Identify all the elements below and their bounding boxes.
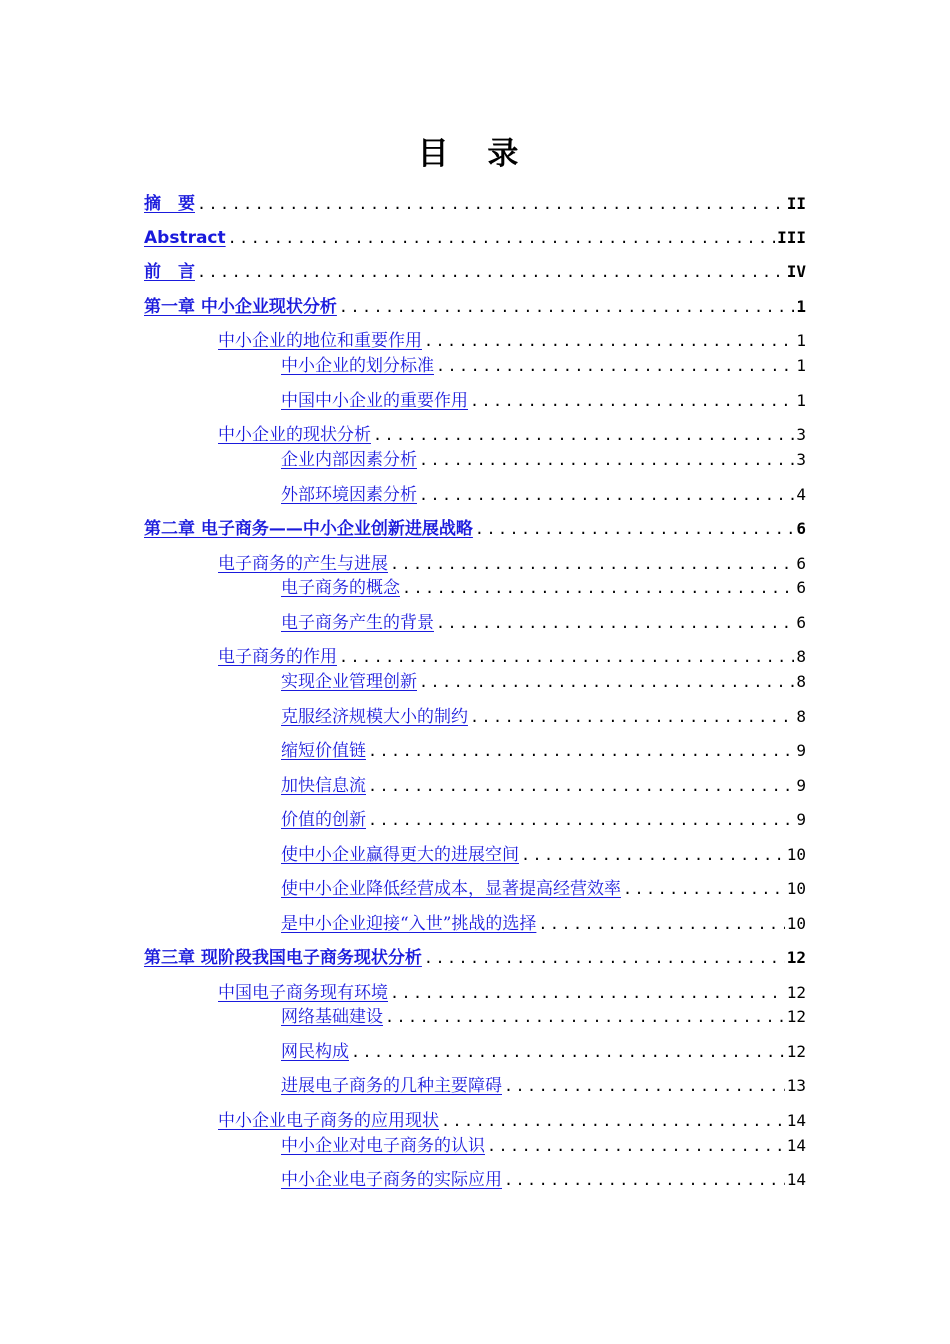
toc-entry-label[interactable]: 实现企业管理创新 xyxy=(281,672,417,692)
toc-page-number: 3 xyxy=(796,450,806,469)
dot-leader xyxy=(504,1075,785,1097)
toc-page-number: 8 xyxy=(796,672,806,691)
toc-entry[interactable] xyxy=(208,424,806,446)
dot-leader xyxy=(419,671,794,693)
toc-entry-label[interactable]: 使中小企业降低经营成本，显著提高经营效率 xyxy=(281,879,621,899)
toc-entry[interactable] xyxy=(271,1169,806,1191)
dot-leader xyxy=(436,612,794,634)
toc-entry[interactable] xyxy=(271,671,806,693)
toc-entry-label[interactable]: 中小企业电子商务的实际应用 xyxy=(281,1170,502,1190)
toc-page-number: 3 xyxy=(796,425,806,444)
toc-page-number: 10 xyxy=(786,914,806,933)
toc-entry[interactable] xyxy=(271,390,806,412)
toc-entry[interactable] xyxy=(144,193,806,215)
toc-page-number: 12 xyxy=(786,1007,806,1026)
toc-entry-label[interactable]: 网络基础建设 xyxy=(281,1007,383,1027)
toc-entry-label[interactable]: 进展电子商务的几种主要障碍 xyxy=(281,1076,502,1096)
toc-entry-label[interactable]: 使中小企业赢得更大的进展空间 xyxy=(281,845,519,865)
dot-leader xyxy=(368,775,794,797)
toc-entry-label[interactable]: 第一章 中小企业现状分析 xyxy=(144,297,337,317)
toc-entry-label[interactable]: 电子商务的作用 xyxy=(218,647,337,667)
toc-entry[interactable] xyxy=(271,706,806,728)
toc-page-number: 14 xyxy=(786,1170,806,1189)
toc-entry-label[interactable]: 加快信息流 xyxy=(281,776,366,796)
toc-page-number: 10 xyxy=(786,879,806,898)
dot-leader xyxy=(538,913,784,935)
dot-leader xyxy=(521,844,785,866)
toc-entry[interactable] xyxy=(144,227,806,249)
toc-entry[interactable] xyxy=(271,484,806,506)
toc-entry-label[interactable]: 中国中小企业的重要作用 xyxy=(281,391,468,411)
toc-page-number: 14 xyxy=(786,1136,806,1155)
toc-page-number: 12 xyxy=(786,1042,806,1061)
toc-page-number: 8 xyxy=(796,707,806,726)
dot-leader xyxy=(504,1169,785,1191)
dot-leader xyxy=(390,982,785,1004)
toc-entry-label[interactable]: 中小企业的划分标准 xyxy=(281,356,434,376)
dot-leader xyxy=(390,553,794,575)
toc-page-number: 14 xyxy=(786,1111,806,1130)
toc-entry-label[interactable]: 中小企业的地位和重要作用 xyxy=(218,331,422,351)
toc-page-number: 4 xyxy=(796,485,806,504)
page-title: 目 录 xyxy=(417,136,533,172)
toc-page-number: 12 xyxy=(786,948,806,967)
toc-page-number: 6 xyxy=(796,554,806,573)
toc-page-number: 10 xyxy=(786,845,806,864)
toc-page-number: 9 xyxy=(796,741,806,760)
toc-entry[interactable] xyxy=(271,775,806,797)
toc-entry[interactable] xyxy=(271,740,806,762)
dot-leader xyxy=(339,296,794,318)
toc-entry-label[interactable]: 网民构成 xyxy=(281,1042,349,1062)
dot-leader xyxy=(419,484,794,506)
dot-leader xyxy=(441,1110,785,1132)
toc-entry-label[interactable]: 企业内部因素分析 xyxy=(281,450,417,470)
toc-entry-label[interactable]: 价值的创新 xyxy=(281,810,366,830)
toc-entry[interactable] xyxy=(271,355,806,377)
dot-leader xyxy=(470,706,794,728)
toc-page-number: 6 xyxy=(796,519,806,538)
toc-entry-label[interactable]: 电子商务的概念 xyxy=(281,578,400,598)
toc-entry[interactable] xyxy=(208,646,806,668)
toc-page-number: 1 xyxy=(796,297,806,316)
toc-entry[interactable] xyxy=(144,261,806,283)
toc-page-number: 12 xyxy=(786,983,806,1002)
toc-entry[interactable] xyxy=(208,1110,806,1132)
toc-entry-label[interactable]: 电子商务的产生与进展 xyxy=(218,554,388,574)
toc-entry[interactable] xyxy=(208,553,806,575)
toc-entry-label[interactable]: 中小企业对电子商务的认识 xyxy=(281,1136,485,1156)
toc-entry[interactable] xyxy=(271,913,806,935)
dot-leader xyxy=(368,740,794,762)
toc-entry[interactable] xyxy=(271,577,806,599)
toc-entry-label[interactable]: Abstract xyxy=(144,228,226,248)
toc-entry-label[interactable]: 第二章 电子商务——中小企业创新进展战略 xyxy=(144,519,473,539)
dot-leader xyxy=(487,1135,785,1157)
toc-page-number: 1 xyxy=(796,356,806,375)
toc-entry[interactable] xyxy=(271,809,806,831)
dot-leader xyxy=(436,355,794,377)
toc-page-number: III xyxy=(777,228,806,247)
dot-leader xyxy=(339,646,794,668)
toc-entry[interactable] xyxy=(271,449,806,471)
toc-entry[interactable] xyxy=(208,330,806,352)
toc-entry[interactable] xyxy=(144,518,806,540)
dot-leader xyxy=(228,227,775,249)
toc-entry-label[interactable]: 缩短价值链 xyxy=(281,741,366,761)
dot-leader xyxy=(623,878,785,900)
toc-entry[interactable] xyxy=(271,1041,806,1063)
dot-leader xyxy=(385,1006,785,1028)
toc-entry-label[interactable]: 中小企业的现状分析 xyxy=(218,425,371,445)
toc-entry-label[interactable]: 前 言 xyxy=(144,262,195,282)
dot-leader xyxy=(402,577,794,599)
dot-leader xyxy=(424,947,785,969)
toc-page-number: 1 xyxy=(796,331,806,350)
toc-page-number: 6 xyxy=(796,578,806,597)
toc-entry-label[interactable]: 第三章 现阶段我国电子商务现状分析 xyxy=(144,948,422,968)
toc-entry-label[interactable]: 外部环境因素分析 xyxy=(281,485,417,505)
toc-entry[interactable] xyxy=(144,947,806,969)
toc-entry[interactable] xyxy=(208,982,806,1004)
toc-entry-label[interactable]: 摘 要 xyxy=(144,194,195,214)
toc-entry[interactable] xyxy=(271,878,806,900)
dot-leader xyxy=(419,449,794,471)
toc-entry[interactable] xyxy=(271,844,806,866)
toc-entry[interactable] xyxy=(271,612,806,634)
toc-entry-label[interactable]: 是中小企业迎接“入世”挑战的选择 xyxy=(281,914,537,934)
toc-page-number: 1 xyxy=(796,391,806,410)
dot-leader xyxy=(197,261,785,283)
toc-page-number: 9 xyxy=(796,776,806,795)
toc-entry[interactable] xyxy=(144,296,806,318)
dot-leader xyxy=(368,809,794,831)
dot-leader xyxy=(475,518,794,540)
toc-entry-label[interactable]: 中小企业电子商务的应用现状 xyxy=(218,1111,439,1131)
toc-page-number: II xyxy=(786,194,806,213)
dot-leader xyxy=(351,1041,785,1063)
dot-leader xyxy=(197,193,785,215)
toc-entry-label[interactable]: 电子商务产生的背景 xyxy=(281,613,434,633)
toc-page-number: 6 xyxy=(796,613,806,632)
dot-leader xyxy=(424,330,794,352)
toc-page-number: 8 xyxy=(796,647,806,666)
toc-entry[interactable] xyxy=(271,1135,806,1157)
toc-entry-label[interactable]: 克服经济规模大小的制约 xyxy=(281,707,468,727)
toc-entry[interactable] xyxy=(271,1006,806,1028)
toc-entry[interactable] xyxy=(271,1075,806,1097)
toc-page-number: 9 xyxy=(796,810,806,829)
dot-leader xyxy=(373,424,794,446)
toc-entry-label[interactable]: 中国电子商务现有环境 xyxy=(218,983,388,1003)
toc-page-number: 13 xyxy=(786,1076,806,1095)
dot-leader xyxy=(470,390,794,412)
toc-page-number: IV xyxy=(786,262,806,281)
